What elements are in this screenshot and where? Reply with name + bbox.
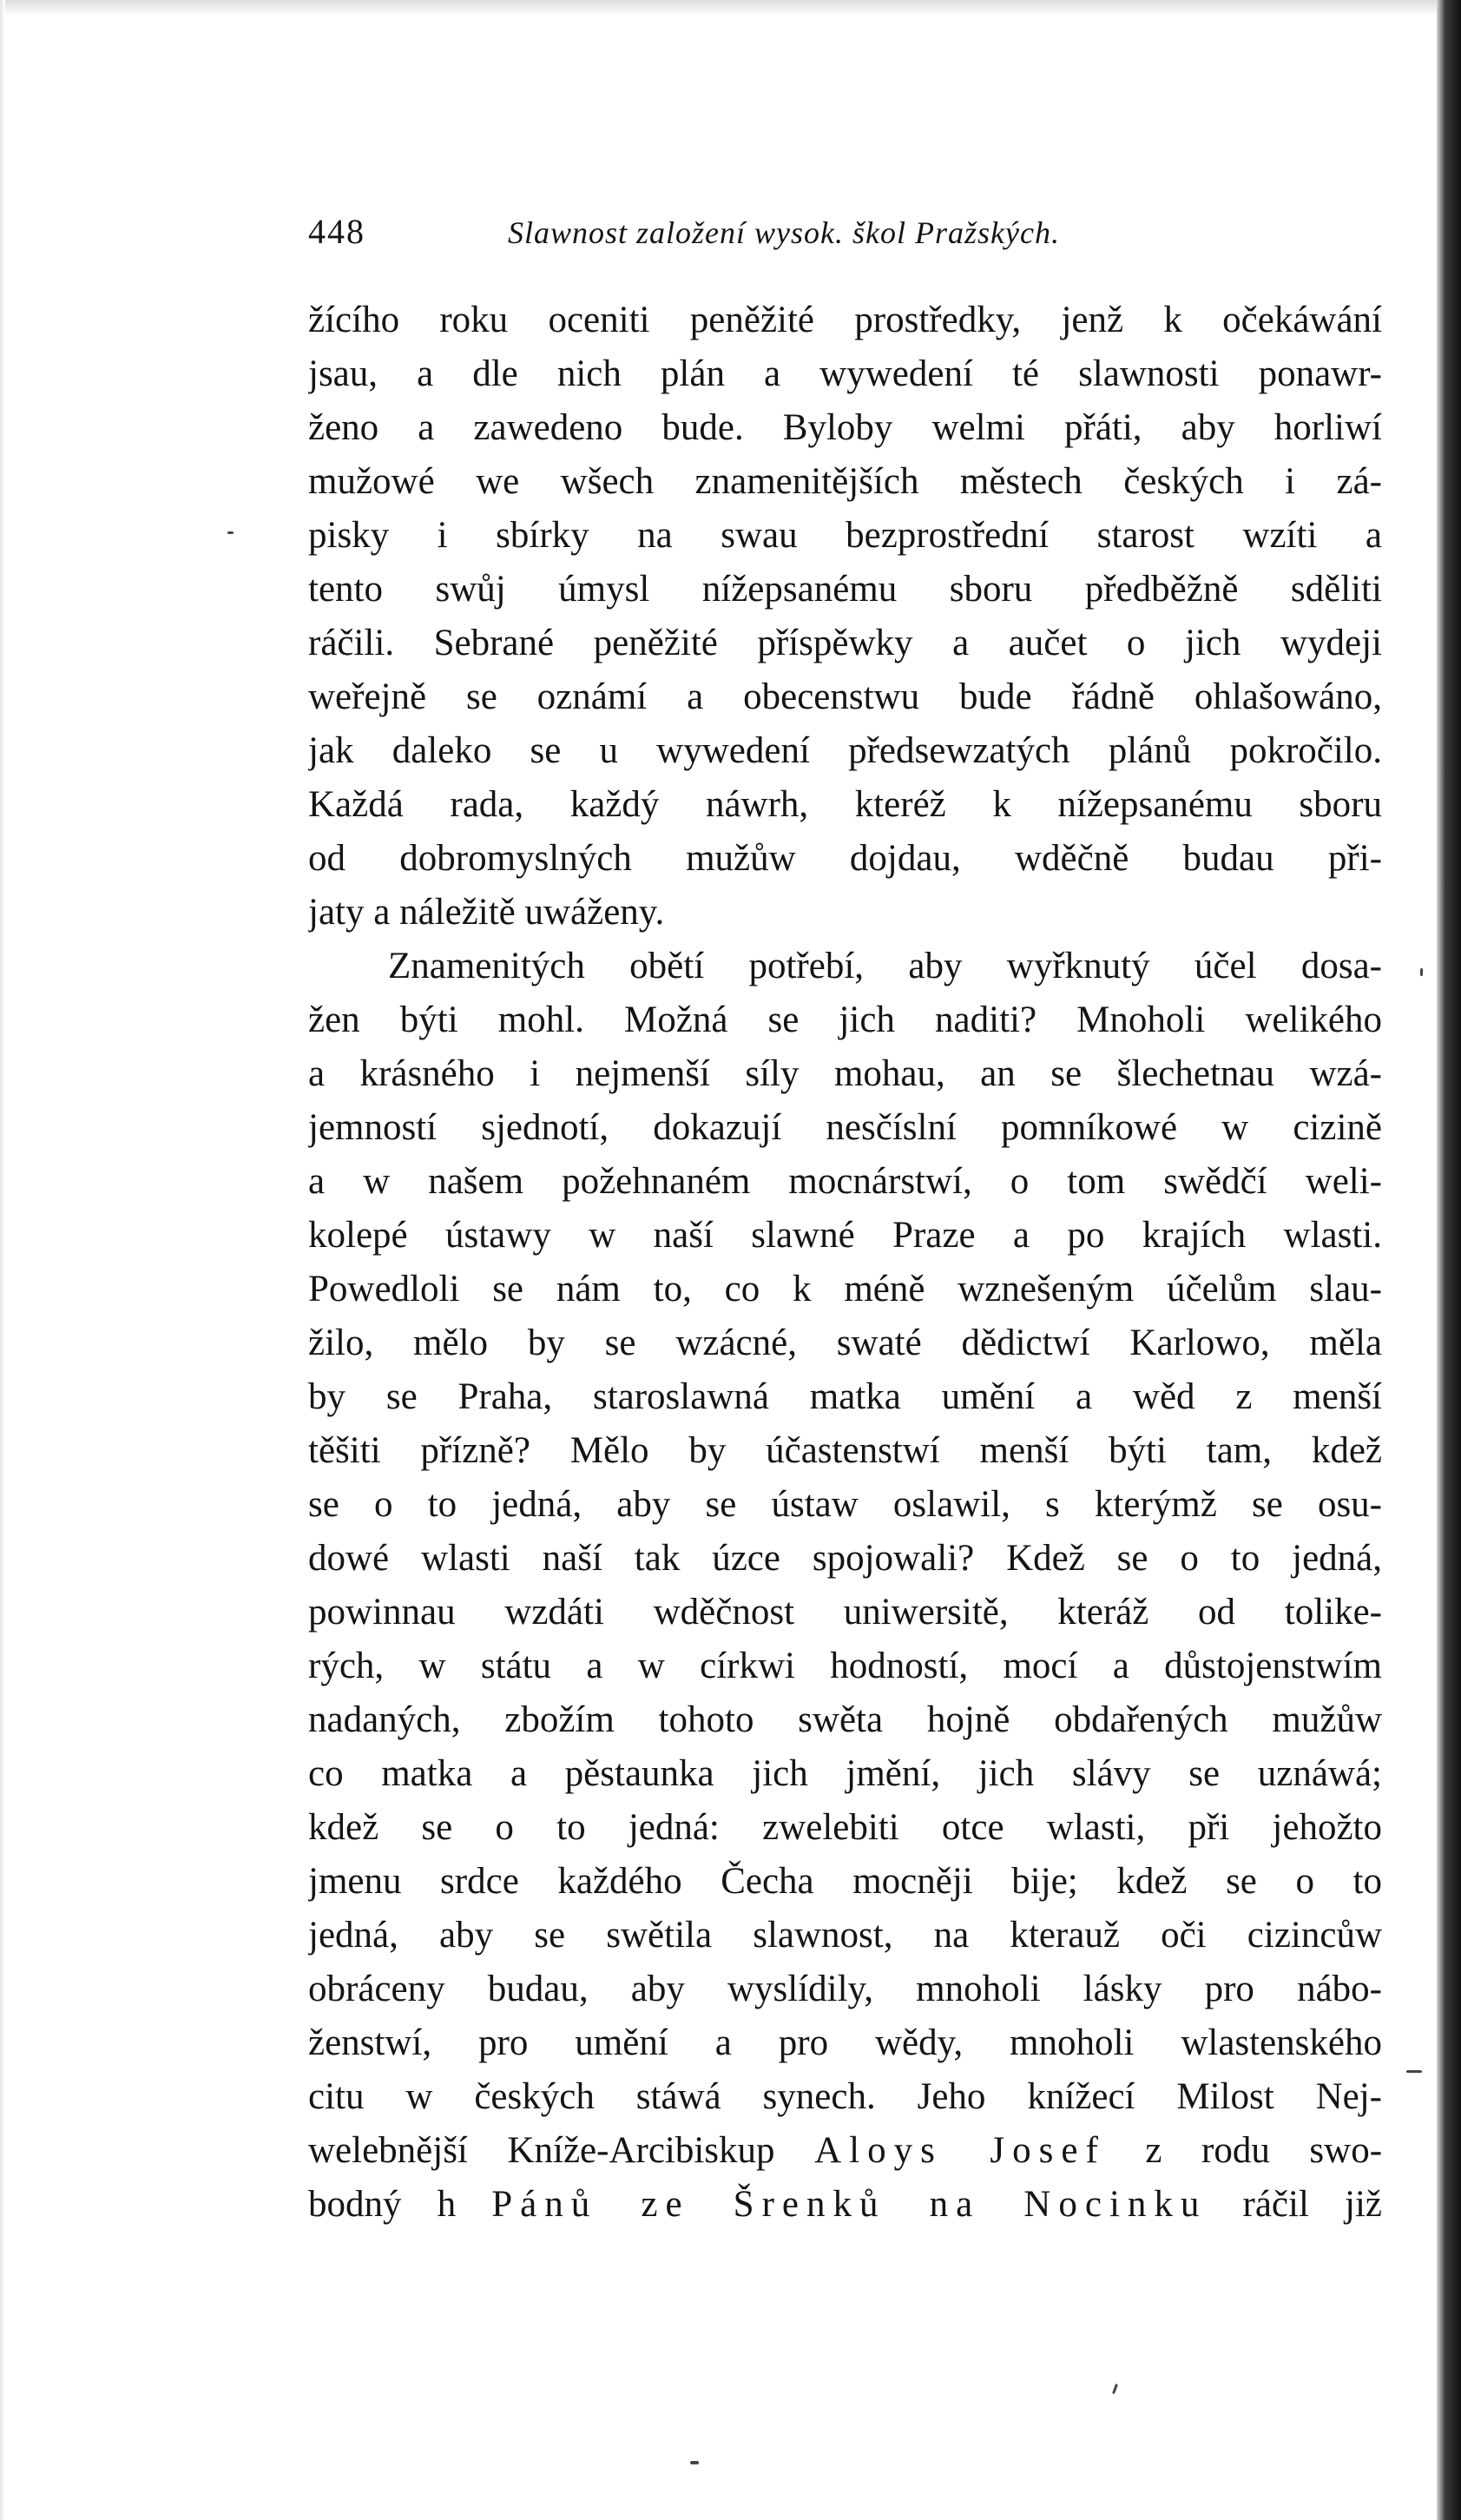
text-line: weřejně se oznámí a obecenstwu bude řádně ohlašowáno, — [308, 676, 1382, 717]
page-number: 448 — [308, 212, 365, 251]
text-line: powinnau wzdáti wděčnost uniwersitě, kteráž od tolike- — [308, 1592, 1382, 1633]
spaced-name: Pánů ze Šrenků na Nocinku — [491, 2184, 1208, 2225]
scan-speck — [1420, 968, 1423, 976]
text-line: kolepé ústawy w naší slawné Praze a po krajích wlasti. — [308, 1215, 1382, 1256]
text-line — [308, 2124, 1382, 2178]
text-line: by se Praha, staroslawná matka umění a wěd z menší — [308, 1376, 1382, 1417]
text-line: a w našem požehnaném mocnárstwí, o tom swědčí weli- — [308, 1161, 1382, 1202]
text-line: žilo, mělo by se wzácné, swaté dědictwí Karlowo, měla — [308, 1323, 1382, 1363]
text-line: citu w českých stáwá synech. Jeho knížecí Milost Nej- — [308, 2076, 1382, 2117]
scan-speck — [1406, 2070, 1422, 2073]
text-line-segment: welebnější Kníže-Arcibiskup — [308, 2130, 815, 2171]
text-line: rých, w státu a w církwi hodností, mocí a důstojenstwím — [308, 1646, 1382, 1686]
text-line: dowé wlasti naší tak úzce spojowali? Kdež se o to jedná, — [308, 1538, 1382, 1579]
text-line: ženo a zawedeno bude. Byloby welmi přáti, aby horliwí — [308, 407, 1382, 448]
text-line: tento swůj úmysl nížepsanému sboru předběžně sděliti — [308, 569, 1382, 610]
text-line: Každá rada, každý náwrh, kteréž k nížepsanému sboru — [308, 784, 1382, 825]
text-line — [308, 2178, 1382, 2232]
text-line: nadaných, zbožím tohoto swěta hojně obdařených mužůw — [308, 1699, 1382, 1740]
scan-edge-right — [1437, 0, 1461, 2520]
text-line: žícího roku oceniti peněžité prostředky, jenž k očekáwání — [308, 300, 1382, 340]
scan-speck — [1112, 2384, 1118, 2394]
text-line: mužowé we wšech znamenitějších městech českých i zá- — [308, 461, 1382, 502]
text-line: žen býti mohl. Možná se jich naditi? Mnoholi welikého — [308, 999, 1382, 1040]
text-line: ženstwí, pro umění a pro wědy, mnoholi wlastenského — [308, 2022, 1382, 2063]
text-line: pisky i sbírky na swau bezprostřední starost wzíti a — [308, 515, 1382, 556]
text-line: jak daleko se u wywedení předsewzatých plánů pokročilo. — [308, 730, 1382, 771]
running-title: Slawnost založení wysok. škol Pražských. — [508, 215, 1060, 250]
text-line: a krásného i nejmenší síly mohau, an se šlechetnau wzá- — [308, 1053, 1382, 1094]
scan-speck — [227, 531, 234, 534]
text-line: ráčili. Sebrané peněžité příspěwky a aučet o jich wydeji — [308, 623, 1382, 663]
text-line: těšiti přízně? Mělo by účastenstwí menší býti tam, kdež — [308, 1430, 1382, 1471]
scan-edge-top — [0, 0, 1461, 16]
body-text — [308, 294, 1382, 2232]
text-line: co matka a pěstaunka jich jmění, jich slávy se uznáwá; — [308, 1753, 1382, 1794]
text-line: jmenu srdce každého Čecha mocněji bije; kdež se o to — [308, 1861, 1382, 1902]
text-line: jaty a náležitě uwáženy. — [308, 892, 665, 933]
text-line: Powedloli se nám to, co k méně wznešeným účelům slau- — [308, 1269, 1382, 1309]
text-line-segment: ráčil již — [1207, 2184, 1382, 2225]
text-line: obráceny budau, aby wyslídily, mnoholi lásky pro nábo- — [308, 1969, 1382, 2009]
text-line: jemností sjednotí, dokazují nesčíslní pomníkowé w cizině — [308, 1107, 1382, 1148]
text-line: od dobromyslných mužůw dojdau, wděčně budau při- — [308, 838, 1382, 879]
text-line: jsau, a dle nich plán a wywedení té slawnosti ponawr- — [308, 353, 1382, 394]
text-line-segment: z rodu swo- — [1105, 2130, 1382, 2171]
text-line: kdež se o to jedná: zwelebiti otce wlasti, při jehožto — [308, 1807, 1382, 1848]
text-line: Znamenitých obětí potřebí, aby wyřknutý účel dosa- — [388, 946, 1382, 986]
page-header — [308, 211, 1385, 260]
spaced-name: Aloys Josef — [814, 2130, 1106, 2171]
text-line-segment: bodný h — [308, 2184, 492, 2225]
scan-edge-left — [0, 0, 5, 2520]
scan-speck — [690, 2461, 699, 2464]
text-line: jedná, aby se swětila slawnost, na kterauž oči cizincůw — [308, 1915, 1382, 1956]
text-line: se o to jedná, aby se ústaw oslawil, s kterýmž se osu- — [308, 1484, 1382, 1525]
